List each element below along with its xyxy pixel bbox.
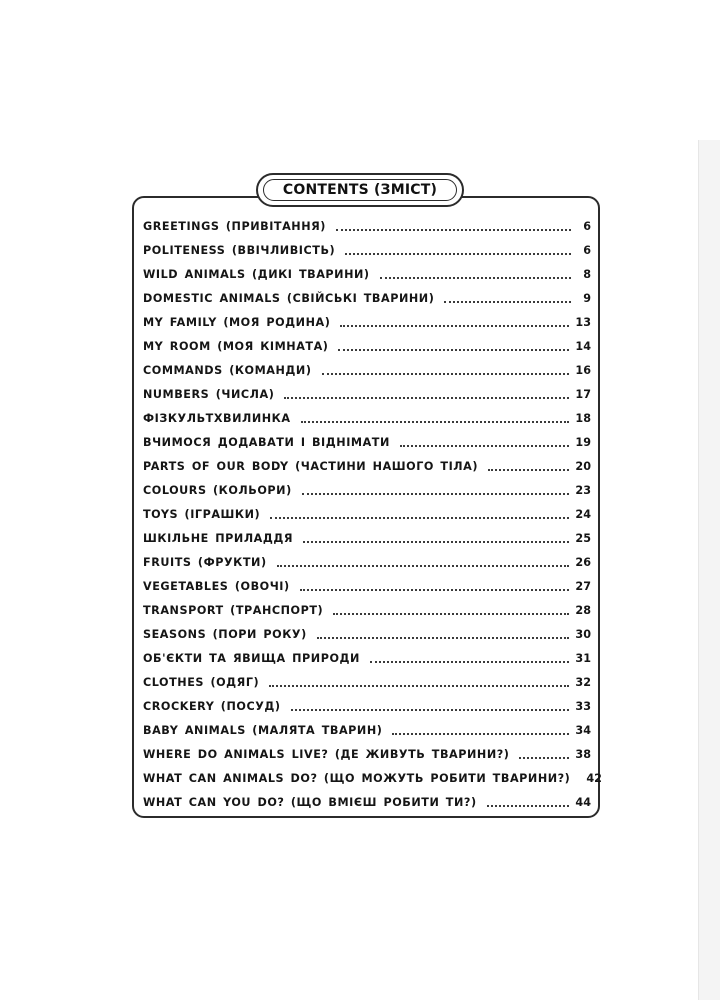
toc-entry-title: BABY ANIMALS (МАЛЯТА ТВАРИН) bbox=[143, 723, 383, 737]
toc-page-number: 25 bbox=[575, 531, 591, 545]
toc-leader-dots bbox=[487, 804, 570, 807]
toc-entry[interactable] bbox=[143, 310, 591, 334]
toc-entry[interactable] bbox=[143, 262, 591, 286]
toc-page-number: 31 bbox=[575, 651, 591, 665]
toc-entry[interactable] bbox=[143, 430, 591, 454]
toc-leader-dots bbox=[444, 300, 571, 303]
toc-entry-title: VEGETABLES (ОВОЧІ) bbox=[143, 579, 290, 593]
toc-entry-title: MY FAMILY (МОЯ РОДИНА) bbox=[143, 315, 331, 329]
toc-page-number: 16 bbox=[575, 363, 591, 377]
toc-entry-title: ШКІЛЬНЕ ПРИЛАДДЯ bbox=[143, 531, 294, 545]
contents-title-tab bbox=[256, 173, 464, 207]
toc-entry[interactable] bbox=[143, 502, 591, 526]
toc-leader-dots bbox=[400, 444, 570, 447]
toc-entry-title: WILD ANIMALS (ДИКІ ТВАРИНИ) bbox=[143, 267, 370, 281]
toc-page-number: 38 bbox=[575, 747, 591, 761]
toc-leader-dots bbox=[333, 612, 569, 615]
toc-page-number: 30 bbox=[575, 627, 591, 641]
toc-entry-title: FRUITS (ФРУКТИ) bbox=[143, 555, 267, 569]
toc-page-number: 23 bbox=[575, 483, 591, 497]
toc-page-number: 33 bbox=[575, 699, 591, 713]
toc-page-number: 17 bbox=[575, 387, 591, 401]
toc-entry-title: SEASONS (ПОРИ РОКУ) bbox=[143, 627, 307, 641]
toc-entry[interactable] bbox=[143, 646, 591, 670]
toc-leader-dots bbox=[322, 372, 570, 375]
toc-entry-title: GREETINGS (ПРИВІТАННЯ) bbox=[143, 219, 326, 233]
toc-page-number: 18 bbox=[575, 411, 591, 425]
toc-leader-dots bbox=[302, 492, 570, 495]
toc-page-number: 9 bbox=[583, 291, 591, 305]
toc-leader-dots bbox=[277, 564, 570, 567]
toc-entry[interactable] bbox=[143, 358, 591, 382]
toc-leader-dots bbox=[380, 276, 571, 279]
toc-page-number: 42 bbox=[586, 771, 602, 785]
toc-entry-title: ФІЗКУЛЬТХВИЛИНКА bbox=[143, 411, 291, 425]
toc-entry[interactable] bbox=[143, 478, 591, 502]
toc-leader-dots bbox=[303, 540, 569, 543]
toc-entry[interactable] bbox=[143, 286, 591, 310]
toc-entry-title: POLITENESS (ВВІЧЛИВІСТЬ) bbox=[143, 243, 336, 257]
toc-page-number: 44 bbox=[575, 795, 591, 809]
toc-entry[interactable] bbox=[143, 742, 591, 766]
toc-entry[interactable] bbox=[143, 766, 602, 790]
toc-entry-title: MY ROOM (МОЯ КІМНАТА) bbox=[143, 339, 329, 353]
toc-page-number: 14 bbox=[575, 339, 591, 353]
toc-leader-dots bbox=[269, 684, 569, 687]
toc-entry[interactable] bbox=[143, 526, 591, 550]
toc-leader-dots bbox=[488, 468, 569, 471]
toc-leader-dots bbox=[392, 732, 569, 735]
toc-page-number: 8 bbox=[583, 267, 591, 281]
toc-entry[interactable] bbox=[143, 454, 591, 478]
toc-entry[interactable] bbox=[143, 214, 591, 238]
toc-page-number: 28 bbox=[575, 603, 591, 617]
toc-entry[interactable] bbox=[143, 694, 591, 718]
toc-leader-dots bbox=[270, 516, 569, 519]
toc-page-number: 24 bbox=[575, 507, 591, 521]
toc-entry[interactable] bbox=[143, 598, 591, 622]
toc-leader-dots bbox=[300, 588, 570, 591]
toc-entry-title: ОБ'ЄКТИ ТА ЯВИЩА ПРИРОДИ bbox=[143, 651, 360, 665]
toc-entry[interactable] bbox=[143, 790, 591, 814]
toc-entry[interactable] bbox=[143, 382, 591, 406]
toc-entry-title: ВЧИМОСЯ ДОДАВАТИ І ВІДНІМАТИ bbox=[143, 435, 390, 449]
toc-page-number: 34 bbox=[575, 723, 591, 737]
toc-page-number: 6 bbox=[583, 243, 591, 257]
toc-page-number: 32 bbox=[575, 675, 591, 689]
toc-entry[interactable] bbox=[143, 718, 591, 742]
contents-list bbox=[143, 214, 602, 814]
toc-entry-title: COLOURS (КОЛЬОРИ) bbox=[143, 483, 292, 497]
toc-leader-dots bbox=[336, 228, 571, 231]
toc-entry[interactable] bbox=[143, 574, 591, 598]
toc-page-number: 13 bbox=[575, 315, 591, 329]
toc-leader-dots bbox=[345, 252, 571, 255]
toc-entry-title: COMMANDS (КОМАНДИ) bbox=[143, 363, 312, 377]
toc-entry-title: CLOTHES (ОДЯГ) bbox=[143, 675, 260, 689]
scan-page-edge bbox=[698, 140, 720, 1000]
contents-title: CONTENTS (ЗМІСТ) bbox=[282, 182, 438, 198]
toc-entry[interactable] bbox=[143, 550, 591, 574]
toc-entry-title: WHERE DO ANIMALS LIVE? (ДЕ ЖИВУТЬ ТВАРИНИ?) bbox=[143, 747, 510, 761]
toc-page-number: 20 bbox=[575, 459, 591, 473]
toc-leader-dots bbox=[301, 420, 570, 423]
toc-entry[interactable] bbox=[143, 334, 591, 358]
toc-entry-title: NUMBERS (ЧИСЛА) bbox=[143, 387, 275, 401]
toc-entry[interactable] bbox=[143, 406, 591, 430]
toc-entry[interactable] bbox=[143, 622, 591, 646]
toc-entry-title: DOMESTIC ANIMALS (СВІЙСЬКІ ТВАРИНИ) bbox=[143, 291, 435, 305]
toc-entry-title: TOYS (ІГРАШКИ) bbox=[143, 507, 261, 521]
toc-entry-title: WHAT CAN YOU DO? (ЩО ВМІЄШ РОБИТИ ТИ?) bbox=[143, 795, 477, 809]
toc-page-number: 27 bbox=[575, 579, 591, 593]
toc-entry[interactable] bbox=[143, 238, 591, 262]
toc-leader-dots bbox=[284, 396, 569, 399]
toc-entry[interactable] bbox=[143, 670, 591, 694]
toc-entry-title: TRANSPORT (ТРАНСПОРТ) bbox=[143, 603, 324, 617]
toc-leader-dots bbox=[317, 636, 570, 639]
toc-entry-title: WHAT CAN ANIMALS DO? (ЩО МОЖУТЬ РОБИТИ ТВАРИНИ?) bbox=[143, 771, 571, 785]
toc-leader-dots bbox=[519, 756, 569, 759]
toc-leader-dots bbox=[338, 348, 569, 351]
toc-page-number: 6 bbox=[583, 219, 591, 233]
toc-leader-dots bbox=[340, 324, 569, 327]
toc-entry-title: PARTS OF OUR BODY (ЧАСТИНИ НАШОГО ТІЛА) bbox=[143, 459, 479, 473]
toc-page-number: 26 bbox=[575, 555, 591, 569]
toc-leader-dots bbox=[370, 660, 569, 663]
toc-entry-title: CROCKERY (ПОСУД) bbox=[143, 699, 281, 713]
toc-page-number: 19 bbox=[575, 435, 591, 449]
toc-leader-dots bbox=[291, 708, 570, 711]
